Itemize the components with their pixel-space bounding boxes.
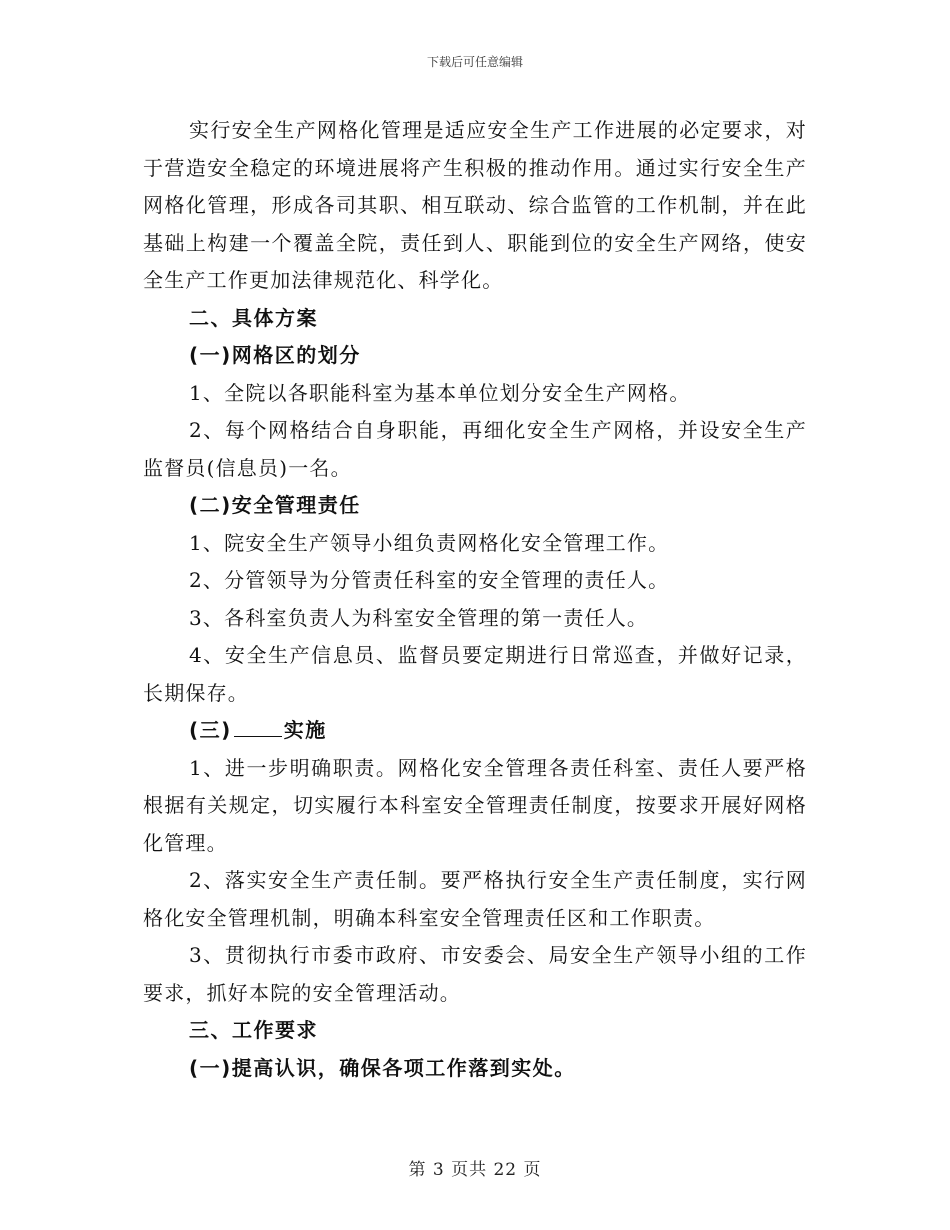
intro-paragraph: 实行安全生产网格化管理是适应安全生产工作进展的必定要求，对于营造安全稳定的环境进展将产生积极的推动作用。通过实行安全生产网格化管理，形成各司其职、相互联动、综合监管的工作机制，并在此基础上构建一个覆盖全院，责任到人、职能到位的安全生产网络，使安全生产工作更加法律规范化、科学化。	[143, 118, 807, 292]
blank-underline	[234, 718, 282, 737]
subsection-heading-safety-responsibility: (二)安全管理责任	[189, 493, 361, 517]
list-item: 2、每个网格结合自身职能，再细化安全生产网格，并设安全生产监督员(信息员)一名。	[143, 418, 807, 480]
list-item: 3、各科室负责人为科室安全管理的第一责任人。	[189, 605, 649, 630]
list-item: 2、分管领导为分管责任科室的安全管理的责任人。	[189, 568, 670, 592]
subsection-heading-implementation	[143, 712, 807, 750]
page-number: 第 3 页共 22 页	[408, 1160, 542, 1180]
document-body	[143, 112, 807, 1087]
section-heading-3: 三、工作要求	[189, 1018, 318, 1042]
subsection-heading-raise-awareness: (一)提高认识，确保各项工作落到实处。	[189, 1055, 576, 1080]
section-heading-2: 二、具体方案	[189, 305, 318, 330]
heading-prefix: (三)	[189, 718, 232, 742]
list-item: 1、院安全生产领导小组负责网格化安全管理工作。	[189, 530, 670, 555]
list-item: 1、进一步明确职责。网格化安全管理各责任科室、责任人要严格根据有关规定，切实履行本科室安全管理责任制度，按要求开展好网格化管理。	[143, 755, 807, 855]
list-item: 1、全院以各职能科室为基本单位划分安全生产网格。	[189, 380, 691, 405]
heading-suffix: 实施	[283, 718, 327, 742]
subsection-heading-grid-division: (一)网格区的划分	[189, 343, 361, 367]
list-item: 4、安全生产信息员、监督员要定期进行日常巡查，并做好记录，长期保存。	[143, 643, 807, 705]
list-item: 2、落实安全生产责任制。要严格执行安全生产责任制度，实行网格化安全管理机制，明确本科室安全管理责任区和工作职责。	[143, 868, 807, 930]
header-note: 下载后可任意编辑	[426, 55, 523, 69]
list-item: 3、贯彻执行市委市政府、市安委会、局安全生产领导小组的工作要求，抓好本院的安全管理活动。	[143, 943, 807, 1005]
